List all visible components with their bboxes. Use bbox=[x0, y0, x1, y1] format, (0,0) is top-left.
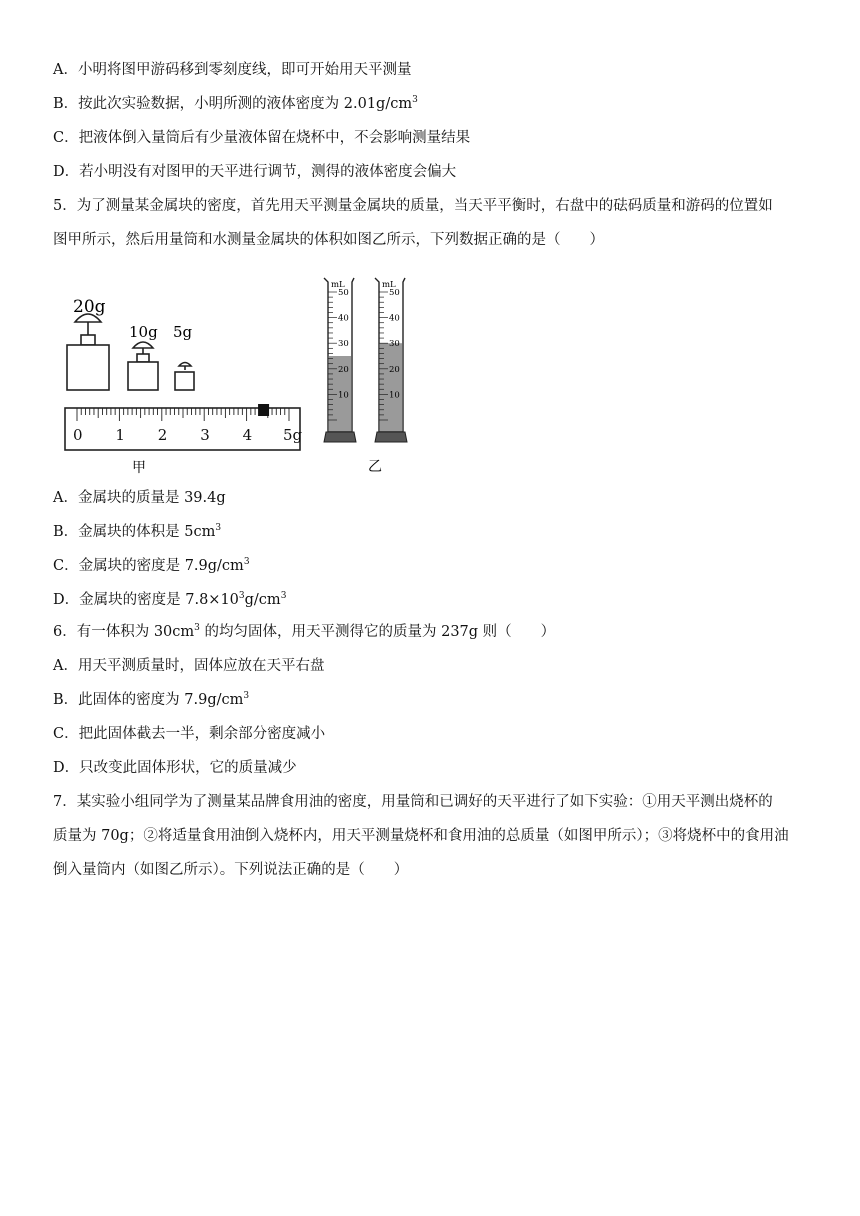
cylinder-2-tick-label: 40 bbox=[389, 313, 400, 324]
weight-20g-label: 20g bbox=[73, 297, 106, 317]
cylinder-2-liquid bbox=[380, 343, 402, 432]
q7-stem-line1: 7．某实验小组同学为了测量某品牌食用油的密度，用量筒和已调好的天平进行了如下实验：①用天平测出烧杯的 bbox=[53, 794, 773, 810]
q6-stem-rest: 的均匀固体，用天平测得它的质量为 237g 则（ ） bbox=[199, 624, 556, 640]
q6-option-c: C．把此固体截去一半，剩余部分密度减小 bbox=[53, 726, 326, 742]
q4-option-c: C．把液体倒入量筒后有少量液体留在烧杯中，不会影响测量结果 bbox=[53, 130, 471, 146]
q5-option-d-sup2: 3 bbox=[280, 591, 287, 601]
q5-stem-line2: 图甲所示，然后用量筒和水测量金属块的体积如图乙所示，下列数据正确的是（ ） bbox=[53, 232, 604, 248]
scale-tick-label: 5g bbox=[283, 426, 303, 444]
q5-stem-line1: 5．为了测量某金属块的密度，首先用天平测量金属块的质量，当天平平衡时，右盘中的砝码质量和游码的位置如 bbox=[53, 198, 773, 214]
q5-option-b-sup: 3 bbox=[215, 523, 222, 533]
q5-option-d-sup1: 3 bbox=[238, 591, 245, 601]
q5-option-b bbox=[53, 522, 221, 542]
rider-marker bbox=[258, 404, 269, 416]
q4-option-d: D．若小明没有对图甲的天平进行调节，测得的液体密度会偏大 bbox=[53, 164, 457, 180]
q5-option-a: A．金属块的质量是 39.4g bbox=[53, 490, 226, 506]
cylinder-2-tick-label: 10 bbox=[389, 390, 400, 401]
q5-option-d-text: D．金属块的密度是 7.8×10 bbox=[53, 592, 239, 608]
cylinder-1-tick-label: 30 bbox=[338, 339, 349, 350]
scale-tick-label: 3 bbox=[200, 426, 210, 444]
q7-stem-line3: 倒入量筒内（如图乙所示）。下列说法正确的是（ ） bbox=[53, 862, 409, 878]
weight-10g-label: 10g bbox=[129, 323, 158, 341]
q6-option-b bbox=[53, 690, 249, 710]
cylinder-2-tick-label: 50 bbox=[389, 288, 400, 298]
cylinder-1-tick-label: 40 bbox=[338, 313, 349, 324]
cylinder-2-tick-label: 30 bbox=[389, 339, 400, 350]
q7-stem-line2: 质量为 70g；②将适量食用油倒入烧杯内，用天平测量烧杯和食用油的总质量（如图甲所示）；③将烧杯中的食用油 bbox=[53, 828, 789, 844]
cylinder-1-unit-label: mL bbox=[331, 280, 345, 290]
q4-option-b-sup: 3 bbox=[412, 95, 418, 105]
q4-option-a: A．小明将图甲游码移到零刻度线，即可开始用天平测量 bbox=[53, 62, 412, 78]
scale-tick-label: 2 bbox=[157, 426, 168, 444]
q5-option-d bbox=[53, 590, 286, 610]
figure-label-yi: 乙 bbox=[368, 459, 382, 475]
q6-option-b-sup: 3 bbox=[243, 691, 250, 701]
q4-option-b-text: B．按此次实验数据，小明所测的液体密度为 2.01g/cm bbox=[53, 96, 413, 112]
q5-option-d-unit: g/cm bbox=[244, 592, 281, 608]
q5-option-b-text: B．金属块的体积是 5cm bbox=[53, 524, 216, 540]
scale-tick-label: 0 bbox=[73, 426, 83, 444]
figure-measuring-cylinders bbox=[318, 270, 428, 478]
cylinder-1-base bbox=[324, 432, 356, 442]
q6-option-d: D．只改变此固体形状，它的质量减少 bbox=[53, 760, 297, 776]
figure-label-jia: 甲 bbox=[132, 460, 146, 476]
weight-5g-label: 5g bbox=[173, 323, 193, 341]
q4-option-b bbox=[53, 94, 418, 114]
q6-stem-text: 6．有一体积为 30cm bbox=[53, 624, 195, 640]
q6-stem bbox=[53, 622, 555, 642]
q5-option-c-sup: 3 bbox=[243, 557, 250, 567]
cylinder-1-tick-label: 20 bbox=[338, 364, 349, 375]
cylinder-1-tick-label: 10 bbox=[338, 390, 349, 401]
cylinder-2-tick-label: 20 bbox=[389, 364, 400, 375]
figure-balance-weights bbox=[55, 288, 315, 478]
q5-option-c bbox=[53, 556, 250, 576]
scale-tick-label: 1 bbox=[115, 426, 125, 444]
cylinder-2-unit-label: mL bbox=[382, 280, 396, 290]
q5-option-c-text: C．金属块的密度是 7.9g/cm bbox=[53, 558, 244, 574]
q6-option-b-text: B．此固体的密度为 7.9g/cm bbox=[53, 692, 244, 708]
q6-option-a: A．用天平测质量时，固体应放在天平右盘 bbox=[53, 658, 325, 674]
cylinder-1-tick-label: 50 bbox=[338, 288, 349, 298]
scale-tick-label: 4 bbox=[242, 426, 253, 444]
q6-stem-sup: 3 bbox=[194, 623, 200, 633]
cylinder-2-base bbox=[375, 432, 407, 442]
